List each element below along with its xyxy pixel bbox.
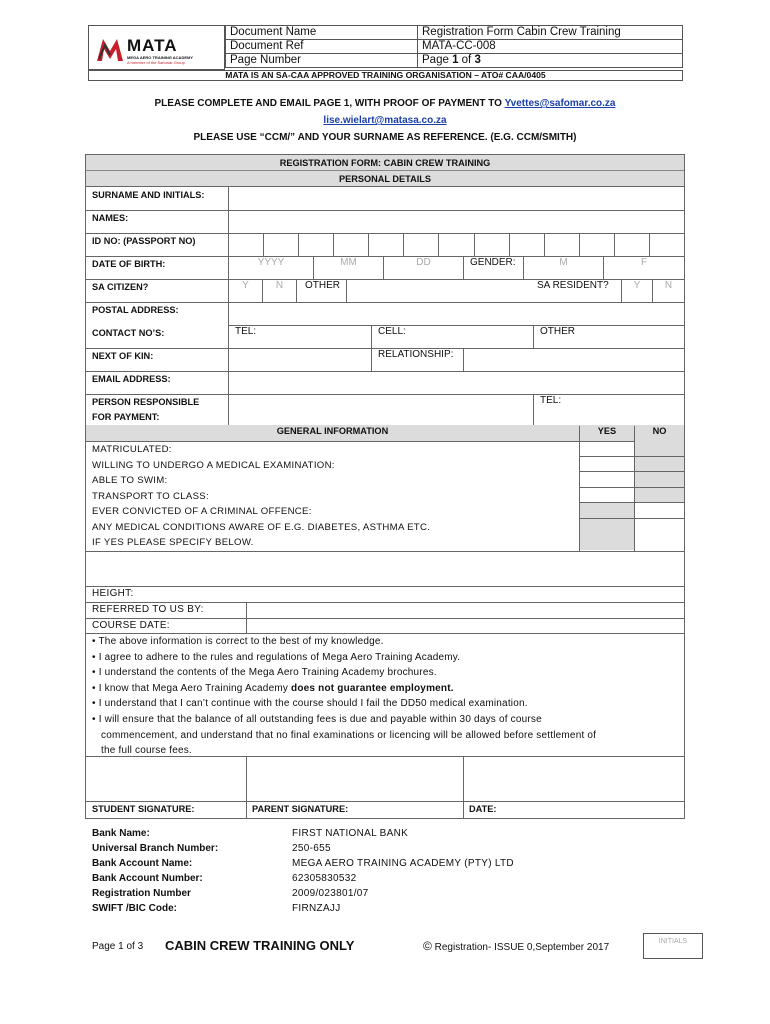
relationship-label: RELATIONSHIP: bbox=[371, 348, 463, 371]
logo-text: MATA bbox=[127, 36, 178, 55]
doc-ref-label: Document Ref bbox=[226, 40, 418, 54]
footer-page: Page 1 of 3 bbox=[92, 941, 144, 952]
bank-label: Bank Account Number: bbox=[92, 873, 203, 884]
footer-title: CABIN CREW TRAINING ONLY bbox=[165, 938, 355, 953]
q-swim: ABLE TO SWIM: bbox=[92, 475, 168, 486]
doc-name: Registration Form Cabin Crew Training bbox=[418, 26, 683, 40]
names-label: NAMES: bbox=[92, 213, 129, 223]
date-label: DATE: bbox=[469, 804, 497, 814]
payer-tel[interactable]: TEL: bbox=[533, 394, 684, 425]
declaration-item: • I know that Mega Aero Training Academy does not guarantee employment. bbox=[92, 682, 454, 694]
email-input[interactable] bbox=[228, 371, 684, 394]
footer-copyright: © Registration- ISSUE 0,September 2017 bbox=[423, 939, 610, 953]
height-label: HEIGHT: bbox=[92, 588, 134, 599]
contact-other[interactable]: OTHER bbox=[533, 325, 684, 348]
yes-column[interactable] bbox=[579, 441, 634, 551]
bank-value: 2009/023801/07 bbox=[292, 888, 369, 899]
bank-label: Universal Branch Number: bbox=[92, 843, 219, 854]
bank-label: Bank Account Name: bbox=[92, 858, 193, 869]
dob-mm[interactable]: MM bbox=[313, 256, 383, 279]
parent-signature-label: PARENT SIGNATURE: bbox=[252, 804, 349, 814]
declaration-item: the full course fees. bbox=[101, 745, 192, 757]
email-label: EMAIL ADDRESS: bbox=[92, 374, 171, 384]
doc-name-label: Document Name bbox=[226, 26, 418, 40]
kin-input[interactable] bbox=[228, 348, 371, 371]
contact-label: CONTACT NO’S: bbox=[92, 328, 165, 338]
ato-banner: MATA IS AN SA-CAA APPROVED TRAINING ORGANISATION – ATO# CAA/0405 bbox=[88, 70, 683, 81]
declaration-item: • The above information is correct to the best of my knowledge. bbox=[92, 636, 384, 647]
declaration-item: • I understand that I can’t continue with the course should I fail the DD50 medical examination. bbox=[92, 698, 528, 710]
no-heading: NO bbox=[634, 426, 684, 441]
citizen-label: SA CITIZEN? bbox=[92, 282, 149, 292]
logo-subtitle-2: A member of the Safomar Group bbox=[127, 60, 185, 65]
q-specify: IF YES PLEASE SPECIFY BELOW. bbox=[92, 537, 254, 548]
copyright-icon: © bbox=[423, 939, 432, 953]
no-column[interactable] bbox=[634, 441, 684, 551]
citizen-other-label: OTHER bbox=[296, 279, 346, 302]
logo-subtitle: MEGA AERO TRAINING ACADEMY bbox=[127, 55, 193, 60]
question-list bbox=[92, 442, 430, 551]
surname-label: SURNAME AND INITIALS: bbox=[92, 190, 205, 200]
bank-label: Registration Number bbox=[92, 888, 191, 899]
declaration-item: • I agree to adhere to the rules and regulations of Mega Aero Training Academy. bbox=[92, 651, 461, 663]
contact-cell[interactable]: CELL: bbox=[371, 325, 533, 348]
bank-value: 250-655 bbox=[292, 843, 331, 854]
citizen-other-input[interactable] bbox=[346, 279, 531, 302]
declaration-item: commencement, and understand that no final examinations or licencing will be allowed before settlement of bbox=[101, 729, 597, 741]
bank-value: MEGA AERO TRAINING ACADEMY (PTY) LTD bbox=[292, 858, 514, 869]
referred-label: REFERRED TO US BY: bbox=[92, 604, 204, 615]
q-transport: TRANSPORT TO CLASS: bbox=[92, 490, 209, 502]
email-link-2[interactable]: lise.wielart@matasa.co.za bbox=[323, 115, 447, 126]
personal-details-heading: PERSONAL DETAILS bbox=[86, 171, 684, 187]
page-number-label: Page Number bbox=[226, 54, 418, 68]
dob-yyyy[interactable]: YYYY bbox=[228, 256, 313, 279]
contact-tel[interactable]: TEL: bbox=[228, 325, 371, 348]
declaration-list bbox=[92, 634, 682, 759]
logo-cell bbox=[88, 25, 225, 70]
instruction-line-1: PLEASE COMPLETE AND EMAIL PAGE 1, WITH PROOF OF PAYMENT TO Yvettes@safomar.co.za bbox=[154, 98, 616, 109]
mata-logo-icon bbox=[95, 35, 125, 63]
q-matriculated: MATRICULATED: bbox=[92, 444, 172, 455]
page-number: Page 1 of 3 bbox=[418, 54, 683, 68]
bank-labels bbox=[92, 826, 218, 916]
payer-input[interactable] bbox=[228, 394, 533, 425]
registration-form bbox=[85, 154, 685, 819]
postal-input[interactable] bbox=[228, 302, 684, 325]
bank-label: SWIFT /BIC Code: bbox=[92, 903, 177, 914]
declaration-item: • I will ensure that the balance of all outstanding fees is due and payable within 30 days of course bbox=[92, 713, 542, 725]
resident-y[interactable]: Y bbox=[621, 279, 652, 302]
student-signature-label: STUDENT SIGNATURE: bbox=[92, 804, 195, 814]
q-criminal: EVER CONVICTED OF A CRIMINAL OFFENCE: bbox=[92, 506, 312, 517]
gender-f[interactable]: F bbox=[603, 256, 684, 279]
citizen-y[interactable]: Y bbox=[228, 279, 262, 302]
initials-box[interactable]: INITIALS bbox=[643, 933, 703, 959]
dob-dd[interactable]: DD bbox=[383, 256, 463, 279]
course-date-label: COURSE DATE: bbox=[92, 620, 170, 631]
form-title: REGISTRATION FORM: CABIN CREW TRAINING bbox=[86, 155, 684, 171]
bank-value: FIRST NATIONAL BANK bbox=[292, 828, 409, 839]
doc-info-table bbox=[225, 25, 683, 68]
dob-label: DATE OF BIRTH: bbox=[92, 259, 166, 269]
email-link-1[interactable]: Yvettes@safomar.co.za bbox=[504, 98, 616, 109]
general-info-heading: GENERAL INFORMATION bbox=[276, 426, 389, 436]
gender-m[interactable]: M bbox=[523, 256, 603, 279]
declaration-item: • I understand the contents of the Mega Aero Training Academy brochures. bbox=[92, 667, 437, 679]
medical-specify-input[interactable] bbox=[86, 551, 684, 586]
resident-n[interactable]: N bbox=[652, 279, 684, 302]
bank-label: Bank Name: bbox=[92, 828, 150, 839]
doc-ref: MATA-CC-008 bbox=[418, 40, 683, 54]
yes-heading: YES bbox=[579, 426, 634, 441]
relationship-input[interactable] bbox=[463, 348, 684, 371]
bank-values bbox=[292, 826, 514, 916]
header bbox=[88, 25, 683, 80]
resident-label: SA RESIDENT? bbox=[537, 280, 609, 291]
kin-label: NEXT OF KIN: bbox=[92, 351, 154, 361]
citizen-n[interactable]: N bbox=[262, 279, 296, 302]
gender-label: GENDER: bbox=[463, 256, 523, 279]
q-medical: WILLING TO UNDERGO A MEDICAL EXAMINATION: bbox=[92, 459, 335, 471]
payer-label: PERSON RESPONSIBLE FOR PAYMENT: bbox=[92, 397, 200, 422]
instruction-line-3: PLEASE USE “CCM/” AND YOUR SURNAME AS REFERENCE. (E.G. CCM/SMITH) bbox=[193, 132, 577, 143]
id-boxes[interactable] bbox=[228, 233, 684, 256]
surname-input[interactable] bbox=[228, 187, 684, 210]
names-input[interactable] bbox=[228, 210, 684, 233]
instruction-line-2 bbox=[60, 115, 710, 126]
bank-value: FIRNZAJJ bbox=[292, 903, 341, 914]
postal-label: POSTAL ADDRESS: bbox=[92, 305, 179, 315]
q-conditions: ANY MEDICAL CONDITIONS AWARE OF E.G. DIABETES, ASTHMA ETC. bbox=[92, 521, 431, 533]
id-label: ID NO: (PASSPORT NO) bbox=[92, 236, 196, 246]
bank-value: 62305830532 bbox=[292, 873, 357, 884]
